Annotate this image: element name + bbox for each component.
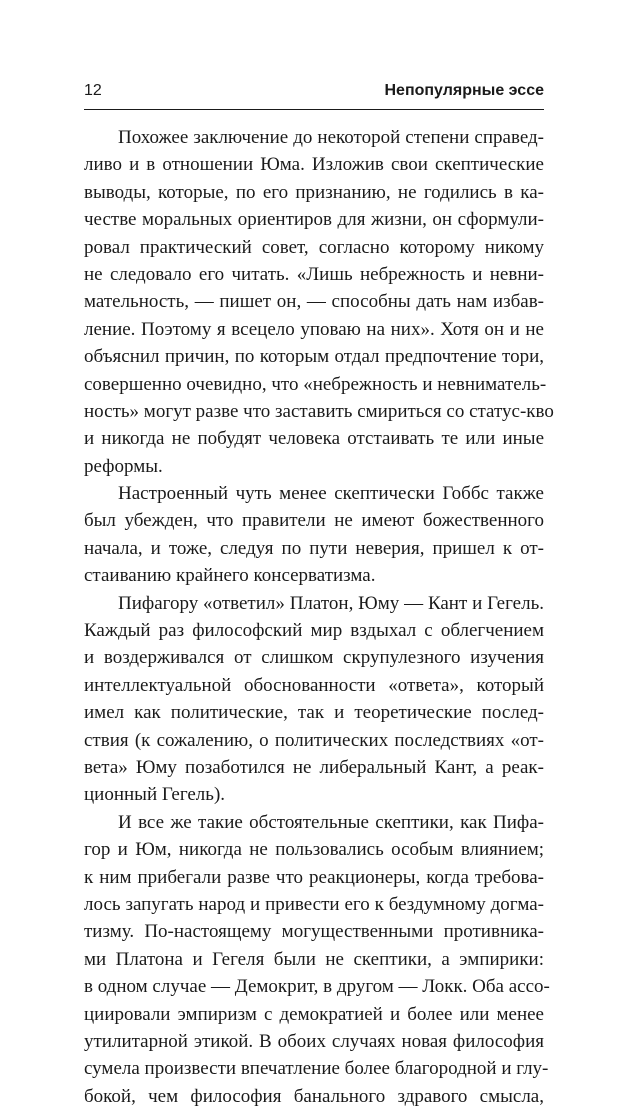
text-line: ление. Поэтому я всецело уповаю на них». Хотя он и не [84,318,544,340]
text-line: и никогда не побудят человека отстаивать те или иные [84,428,544,450]
text-line: ствия (к сожалению, о политических последствиях «от- [84,729,544,751]
body-text [84,124,554,1110]
text-line: ливо и в отношении Юма. Изложив свои скептические [84,154,544,176]
text-line: начала, и тоже, следуя по пути неверия, пришел к от- [84,537,544,559]
text-line: бокой, чем философия банального здравого смысла, [84,1085,544,1107]
text-line: ровал практический совет, согласно которому никому [84,236,544,258]
text-line: в одном случае — Демокрит, в другом — Локк. Оба ассо- [84,976,550,998]
text-line: к ним прибегали разве что реакционеры, когда требова- [84,866,544,888]
text-line: ность» могут разве что заставить смириться со статус-кво [84,400,554,422]
text-line: Пифагору «ответил» Платон, Юму — Кант и Гегель. [118,592,544,614]
text-line: Похожее заключение до некоторой степени справед- [118,127,544,148]
text-line: совершенно очевидно, что «небрежность и невниматель- [84,373,547,395]
text-line: мательность, — пишет он, — способны дать нам избав- [84,291,544,313]
text-line: интеллектуальной обоснованности «ответа», который [84,674,544,696]
text-line: стаиванию крайнего консерватизма. [84,565,376,587]
text-line: утилитарной этикой. В обоих случаях новая философия [84,1030,544,1052]
text-line: реформы. [84,455,163,477]
text-line: лось запугать народ и привести его к бездумному догма- [84,893,544,915]
text-line: имел как политические, так и теоретические послед- [84,702,544,724]
text-line: тизму. По-настоящему могущественными противника- [84,921,544,943]
text-line: гор и Юм, никогда не пользовались особым влиянием; [84,839,544,861]
text-line: честве моральных ориентиров для жизни, он сформули- [84,209,544,231]
text-line: сумела произвести впечатление более благородной и глу- [84,1058,549,1080]
text-line: выводы, которые, по его признанию, не годились в ка- [84,181,544,203]
text-line: был убежден, что правители не имеют божественного [84,510,544,532]
text-line: не следовало его читать. «Лишь небрежность и невни- [84,263,544,285]
text-line: вета» Юму позаботился не либеральный Кант, а реак- [84,756,544,778]
text-line: Каждый раз философский мир вздыхал с облегчением [84,620,544,642]
page-number: 12 [84,82,102,99]
text-line: объяснил причин, по которым отдал предпочтение тори, [84,346,544,368]
text-line: Настроенный чуть менее скептически Гоббс также [118,483,544,505]
running-title: Непопулярные эссе [384,82,544,99]
text-line: И все же такие обстоятельные скептики, как Пифа- [118,811,544,833]
text-line: и воздерживался от слишком скрупулезного изучения [84,647,544,669]
header-rule [84,109,544,110]
text-line: циировали эмпиризм с демократией и более или менее [84,1003,544,1025]
text-line: ми Платона и Гегеля были не скептики, а эмпирики: [84,948,544,970]
text-line: ционный Гегель). [84,784,226,806]
running-head [84,78,544,106]
